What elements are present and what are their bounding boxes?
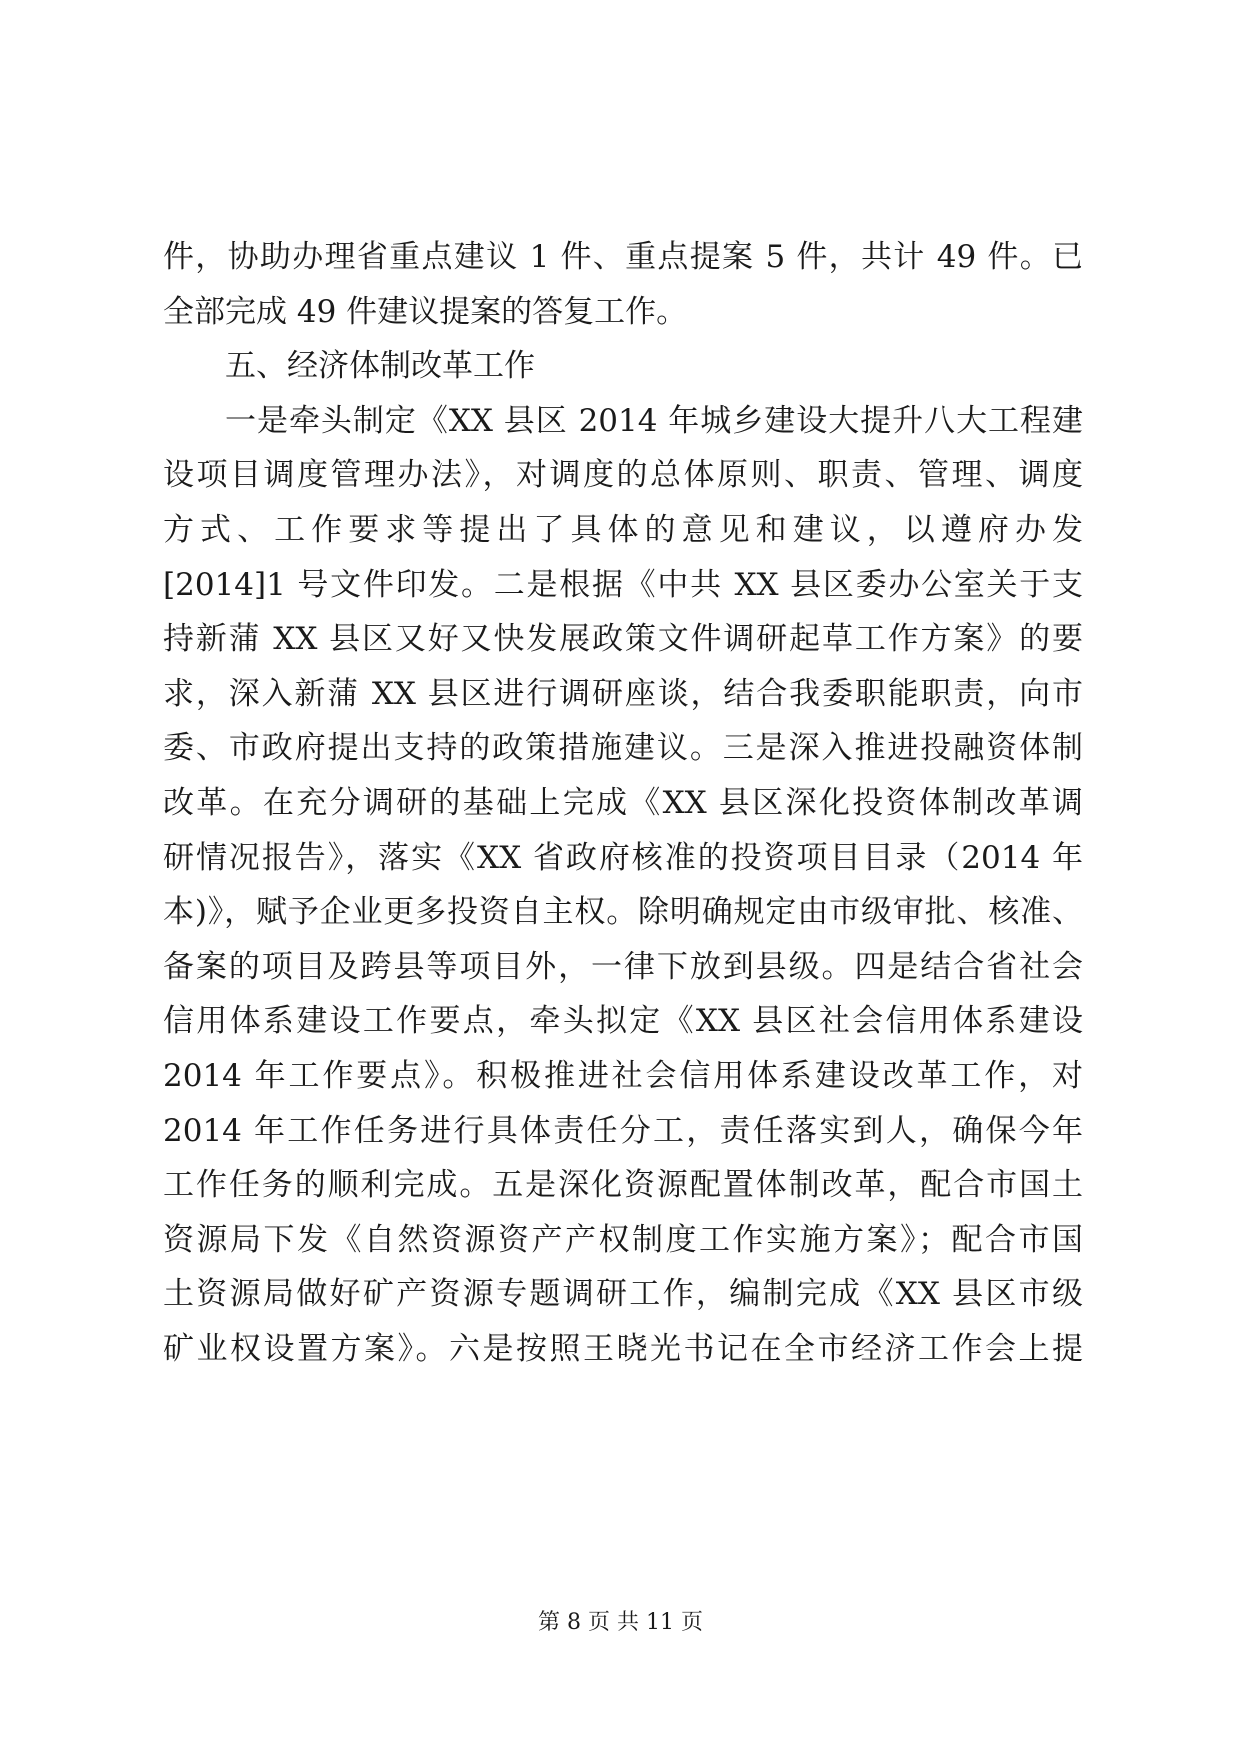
- section-heading: 五、经济体制改革工作: [225, 348, 535, 385]
- text-line: 2014 年工作要点》。积极推进社会信用体系建设改革工作，对: [163, 1057, 1083, 1094]
- text-line: 2014 年工作任务进行具体责任分工，责任落实到人，确保今年: [163, 1112, 1083, 1149]
- page-number-footer: 第 8 页 共 11 页: [538, 1610, 703, 1635]
- text-line: 委、市政府提出支持的政策措施建议。三是深入推进投融资体制: [163, 730, 1083, 767]
- text-line: 全部完成 49 件建议提案的答复工作。: [163, 293, 688, 330]
- text-line: 工作任务的顺利完成。五是深化资源配置体制改革，配合市国土: [163, 1167, 1083, 1204]
- text-line: 设项目调度管理办法》，对调度的总体原则、职责、管理、调度: [163, 457, 1083, 494]
- text-line: 方式、工作要求等提出了具体的意见和建议，以遵府办发: [163, 511, 1083, 548]
- text-line: [2014]1 号文件印发。二是根据《中共 XX 县区委办公室关于支: [163, 566, 1083, 603]
- text-line: 土资源局做好矿产资源专题调研工作，编制完成《XX 县区市级: [163, 1276, 1083, 1313]
- text-line: 持新蒲 XX 县区又好又快发展政策文件调研起草工作方案》的要: [163, 621, 1083, 658]
- text-line: 本)》，赋予企业更多投资自主权。除明确规定由市级审批、核准、: [163, 894, 1083, 931]
- text-line: 研情况报告》，落实《XX 省政府核准的投资项目目录（2014 年: [163, 839, 1083, 876]
- body-text: [163, 230, 1083, 1376]
- text-line: 求，深入新蒲 XX 县区进行调研座谈，结合我委职能职责，向市: [163, 675, 1083, 712]
- text-line: 改革。在充分调研的基础上完成《XX 县区深化投资体制改革调: [163, 784, 1083, 821]
- text-line: 矿业权设置方案》。六是按照王晓光书记在全市经济工作会上提: [163, 1330, 1083, 1367]
- text-line: 件，协助办理省重点建议 1 件、重点提案 5 件，共计 49 件。已: [163, 239, 1083, 275]
- text-line: 备案的项目及跨县等项目外，一律下放到县级。四是结合省社会: [163, 948, 1083, 985]
- paragraph-first-line: 一是牵头制定《XX 县区 2014 年城乡建设大提升八大工程建: [225, 402, 1083, 439]
- text-line: 资源局下发《自然资源资产产权制度工作实施方案》；配合市国: [163, 1221, 1083, 1258]
- text-line: 信用体系建设工作要点，牵头拟定《XX 县区社会信用体系建设: [163, 1003, 1083, 1040]
